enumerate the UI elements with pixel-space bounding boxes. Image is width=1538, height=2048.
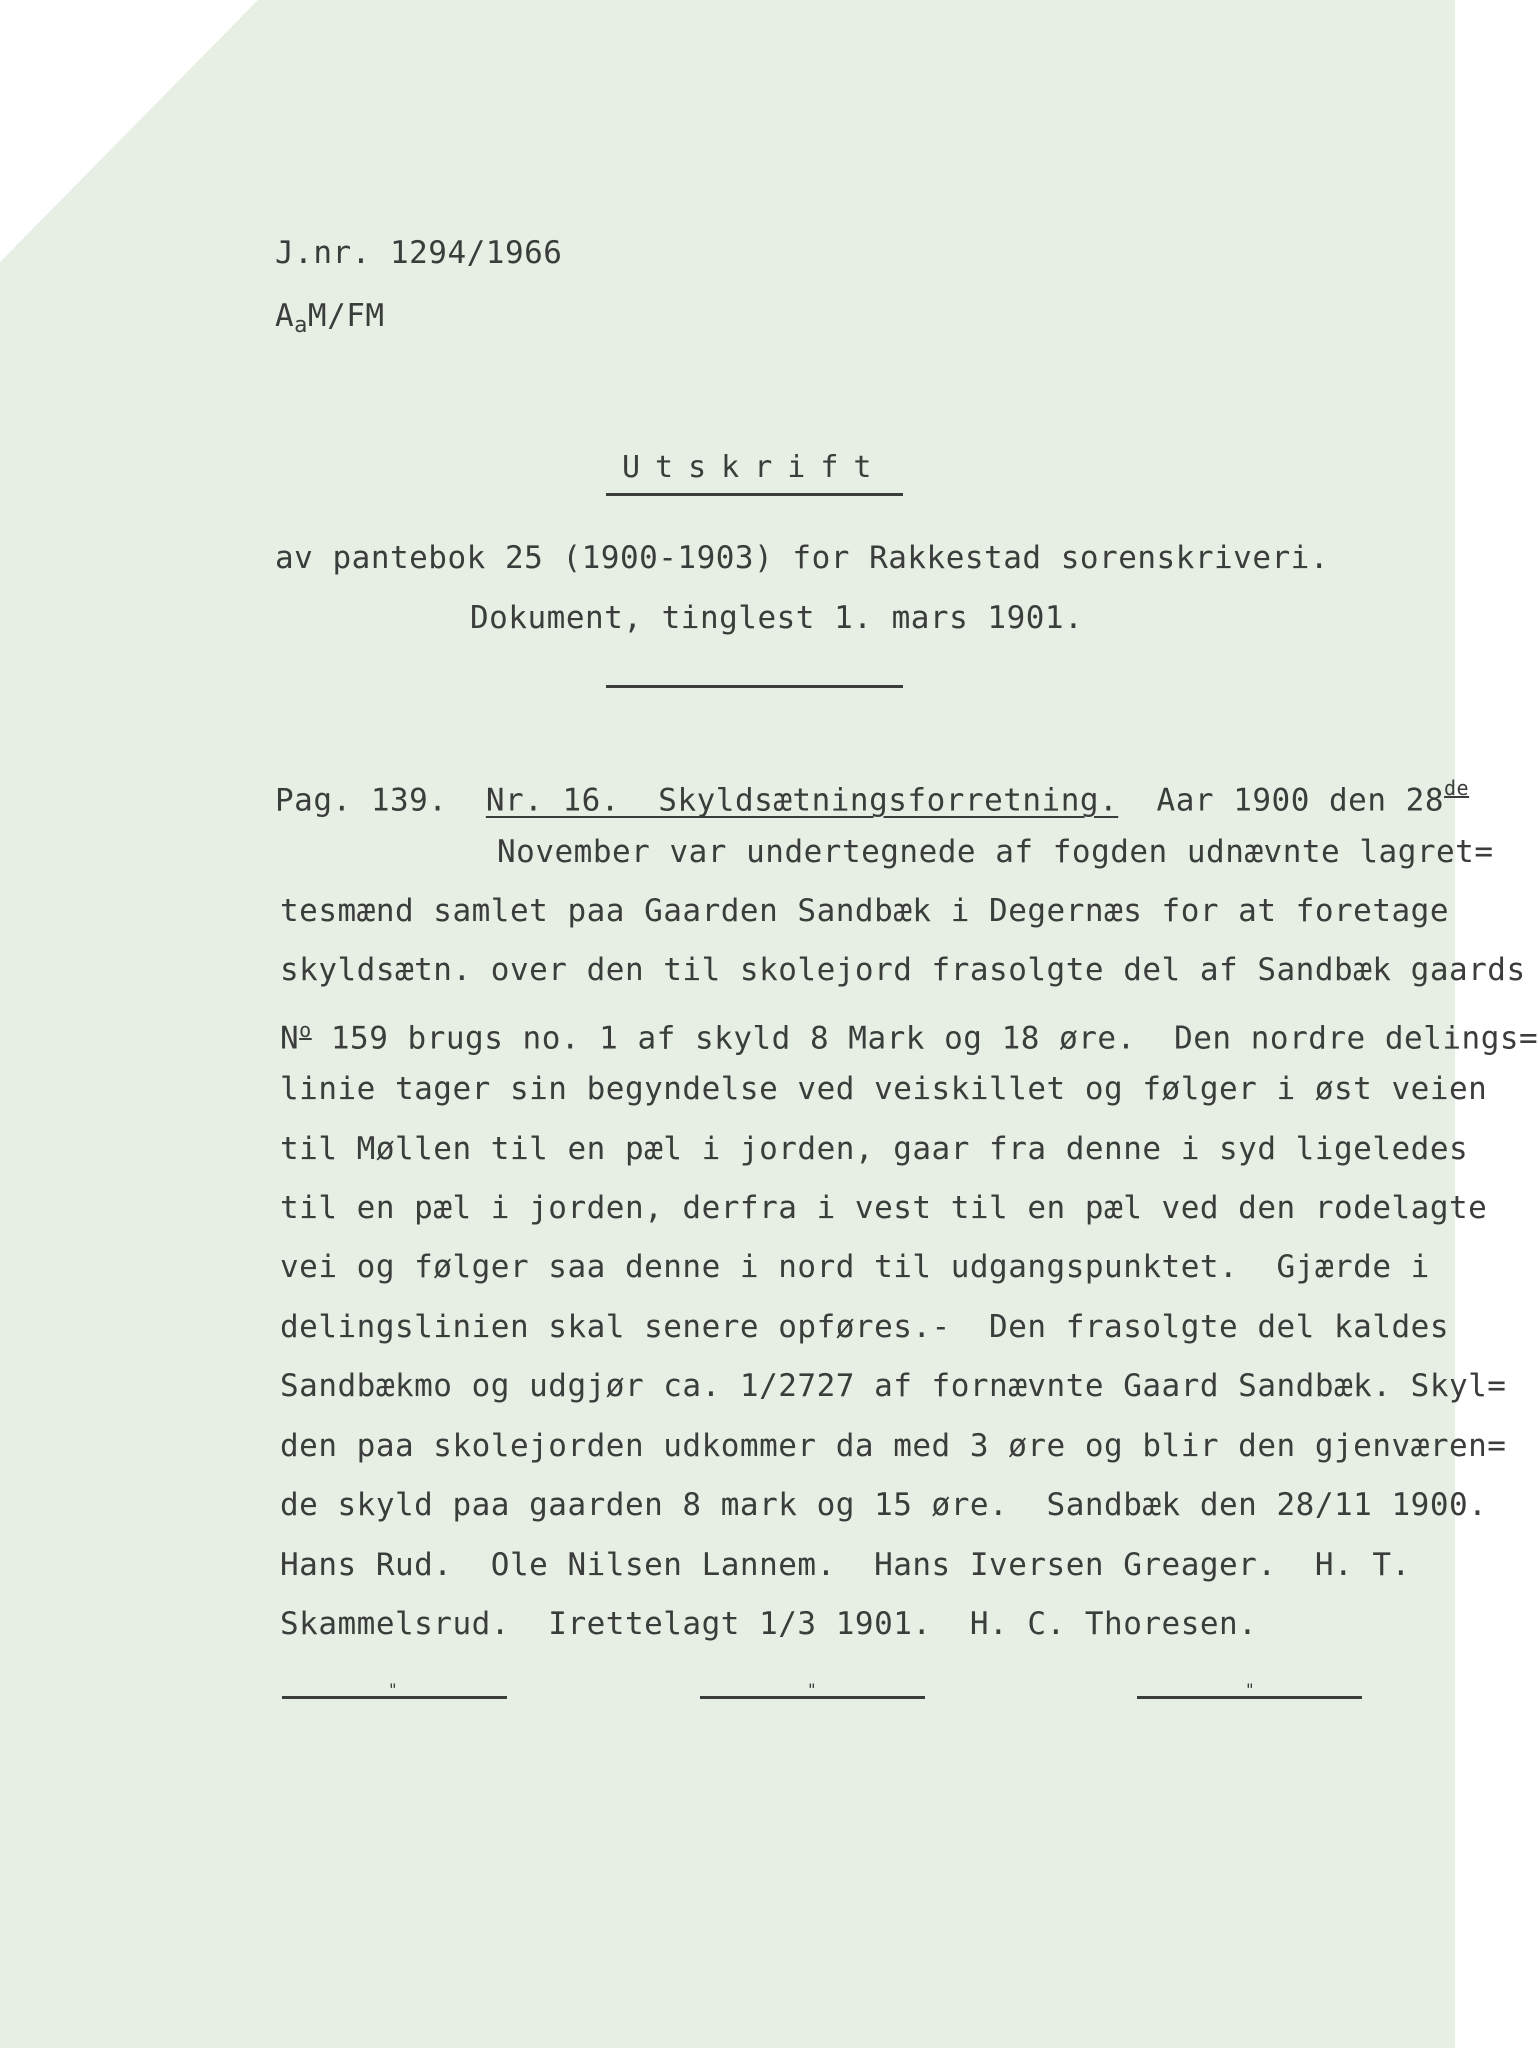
entry-line: vei og følger saa denne i nord til udgangspunktet. Gjærde i [280,1249,1430,1285]
entry-line: 159 brugs no. 1 af skyld 8 Mark og 18 øre. Den nordre delings= [330,1020,1538,1057]
footer-ditto-mark: " [807,1680,817,1699]
entry-line: til en pæl i jorden, derfra i vest til en pæl ved den rodelagte [280,1190,1488,1226]
number-sign-sup: o [299,1018,312,1042]
number-sign: N [280,1020,300,1057]
footer-ditto-mark: " [388,1680,398,1699]
entry-line: delingslinien skal senere opføres.- Den frasolgte del kaldes [280,1309,1449,1345]
title-underline [606,493,903,496]
initials-rest: M/FM [307,298,385,334]
document-title: Utskrift [622,450,887,485]
entry-line: de skyld paa gaarden 8 mark og 15 øre. Sandbæk den 28/11 1900. [280,1487,1488,1523]
date-ordinal: de [1444,776,1470,800]
footer-ditto-mark: " [1245,1680,1255,1699]
entry-line: Sandbækmo og udgjør ca. 1/2727 af fornævnte Gaard Sandbæk. Skyl= [280,1368,1507,1404]
entry-first-line [275,772,1469,820]
entry-heading: Nr. 16. Skyldsætningsforretning. [485,782,1119,819]
initials-sub: a [294,313,308,338]
entry-line: Hans Rud. Ole Nilsen Lannem. Hans Iversen Greager. H. T. [280,1547,1411,1583]
entry-line: til Møllen til en pæl i jorden, gaar fra denne i syd ligeledes [280,1131,1469,1167]
section-divider [606,685,903,688]
document-date-line: Dokument, tinglest 1. mars 1901. [470,600,1084,636]
entry-line: den paa skolejorden udkommer da med 3 øre og blir den gjenværen= [280,1428,1507,1464]
entry-line: Skammelsrud. Irettelagt 1/3 1901. H. C. Thoresen. [280,1606,1258,1642]
initials [275,296,385,340]
entry-line: skyldsætn. over den til skolejord frasolgte del af Sandbæk gaards [280,952,1526,988]
entry-line: November var undertegnede af fogden udnævnte lagret= [497,834,1494,870]
entry-line-number-sign [280,1010,1538,1058]
journal-number: J.nr. 1294/1966 [275,235,563,271]
entry-line: linie tager sin begyndelse ved veiskillet og følger i øst veien [280,1071,1488,1107]
entry-line: tesmænd samlet paa Gaarden Sandbæk i Degernæs for at foretage [280,893,1449,929]
entry-first-line-tail: Aar 1900 den 28 [1156,782,1445,819]
source-line: av pantebok 25 (1900-1903) for Rakkestad sorenskriveri. [275,540,1329,576]
page-reference: Pag. 139. [275,782,448,819]
initials-prefix: A [275,298,295,334]
